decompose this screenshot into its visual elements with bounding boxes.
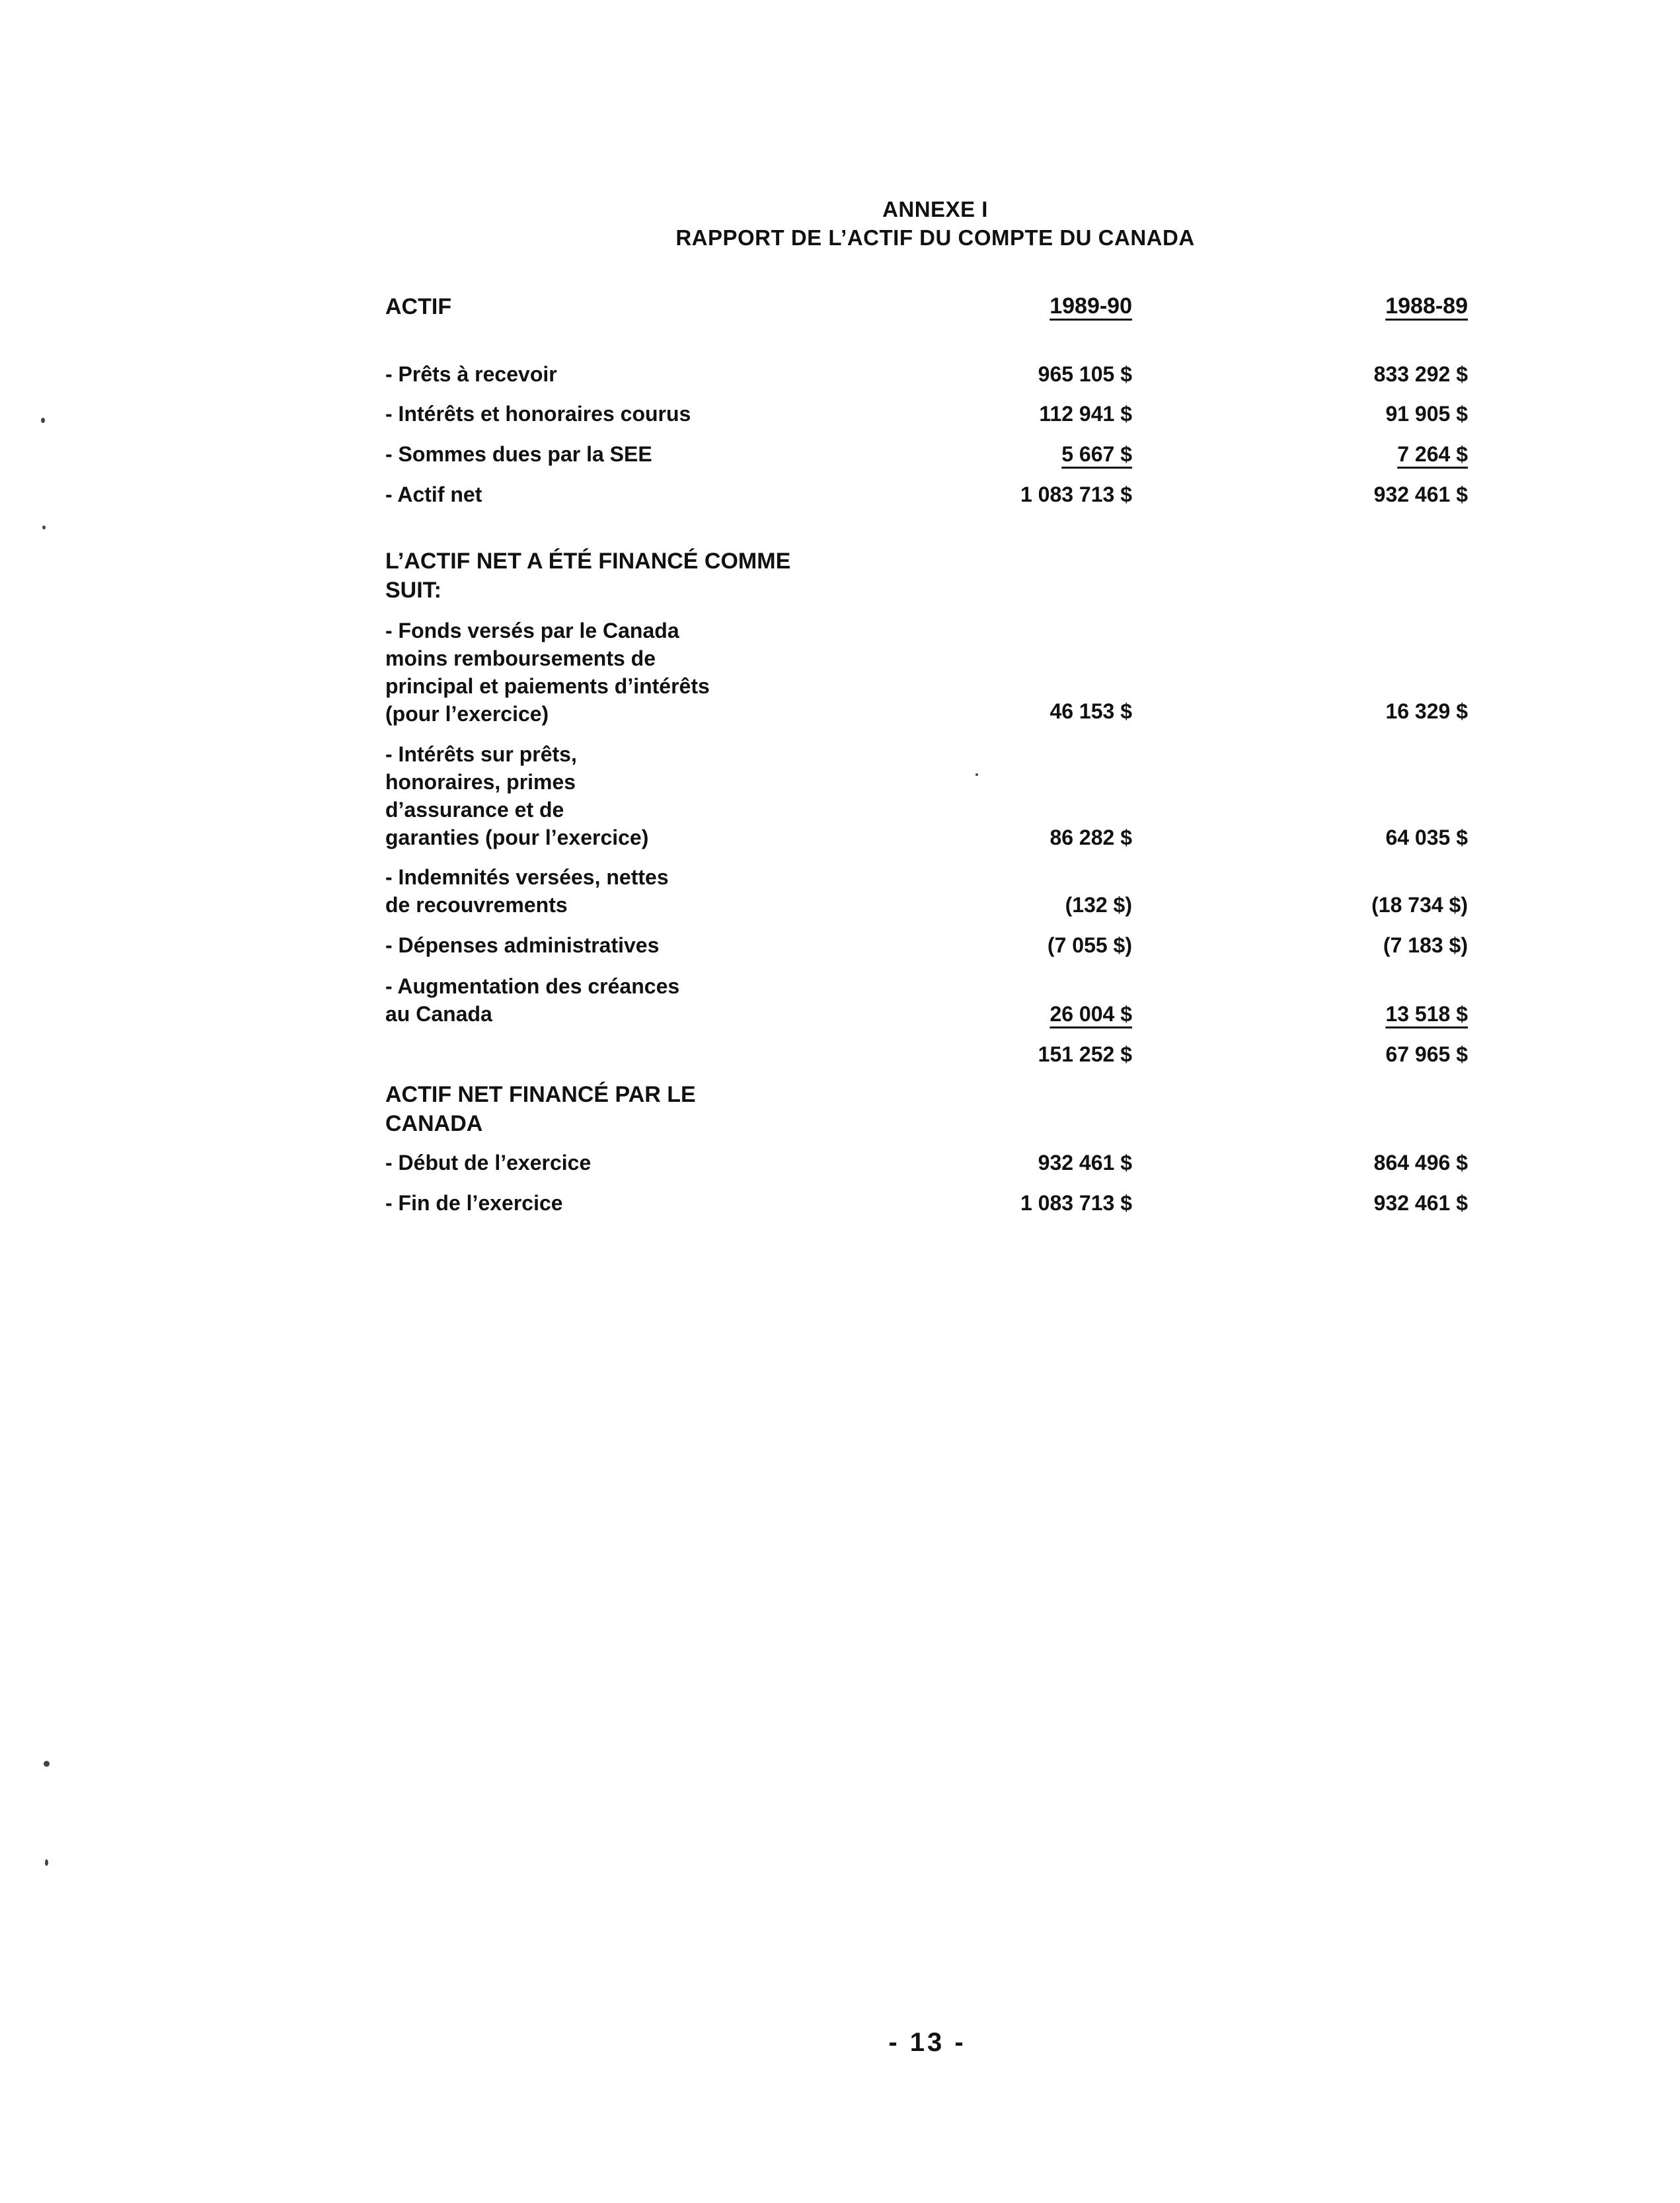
- row-label: - Sommes dues par la SEE: [385, 442, 652, 466]
- value-1988-89: 932 461 $: [1373, 483, 1468, 506]
- row-label: - Fonds versés par le Canada moins remboursements de principal et paiements d’intérêts (pour l’exercice): [385, 619, 710, 726]
- value-1989-90: 86 282 $: [1050, 826, 1132, 849]
- value-1989-90: 1 083 713 $: [1020, 483, 1132, 506]
- section-heading-net-financed: ACTIF NET FINANCÉ PAR LE CANADA: [385, 1082, 696, 1136]
- row-label: - Fin de l’exercice: [385, 1191, 563, 1215]
- value-1989-90: 112 941 $: [1039, 402, 1132, 426]
- scan-speck: [45, 1859, 48, 1866]
- value-1988-89: 13 518 $: [1385, 1002, 1468, 1026]
- row-label: - Intérêts et honoraires courus: [385, 402, 691, 426]
- scan-speck: [44, 1761, 50, 1767]
- subtotal-1989-90: 151 252 $: [1038, 1042, 1132, 1066]
- row-label: - Actif net: [385, 483, 482, 506]
- scan-speck: [42, 525, 46, 529]
- report-title: RAPPORT DE L’ACTIF DU COMPTE DU CANADA: [675, 225, 1195, 250]
- row-label: - Indemnités versées, nettes de recouvrements: [385, 865, 669, 917]
- scan-speck: [41, 418, 45, 423]
- section-heading-financing: L’ACTIF NET A ÉTÉ FINANCÉ COMME SUIT:: [385, 549, 791, 603]
- column-header-1989-90: 1989-90: [1050, 293, 1132, 319]
- value-1988-89: 16 329 $: [1385, 699, 1468, 723]
- value-1989-90: (132 $): [1065, 893, 1132, 917]
- value-1989-90: 965 105 $: [1038, 362, 1132, 386]
- value-1988-89: (18 734 $): [1371, 893, 1468, 917]
- value-1989-90: 26 004 $: [1050, 1002, 1132, 1026]
- value-1988-89: 932 461 $: [1373, 1191, 1468, 1215]
- value-1989-90: (7 055 $): [1047, 933, 1132, 957]
- row-label: - Prêts à recevoir: [385, 362, 557, 386]
- value-1989-90: 5 667 $: [1061, 442, 1132, 466]
- row-label: - Intérêts sur prêts, honoraires, primes d’assurance et de garanties (pour l’exercice): [385, 742, 649, 849]
- value-1988-89: 7 264 $: [1397, 442, 1468, 466]
- annex-label: ANNEXE I: [882, 197, 988, 221]
- row-label: - Début de l’exercice: [385, 1151, 592, 1175]
- value-1989-90: 46 153 $: [1050, 699, 1132, 723]
- page-number: - 13 -: [888, 2028, 966, 2057]
- section-heading-actif: ACTIF: [385, 294, 452, 319]
- value-1988-89: 64 035 $: [1385, 826, 1468, 849]
- value-1988-89: (7 183 $): [1383, 933, 1468, 957]
- column-header-1988-89: 1988-89: [1385, 293, 1468, 319]
- value-1989-90: 1 083 713 $: [1020, 1191, 1132, 1215]
- subtotal-1988-89: 67 965 $: [1385, 1042, 1468, 1066]
- value-1989-90: 932 461 $: [1038, 1151, 1132, 1175]
- row-label: - Dépenses administratives: [385, 933, 660, 957]
- value-1988-89: 864 496 $: [1373, 1151, 1468, 1175]
- value-1988-89: 833 292 $: [1373, 362, 1468, 386]
- scan-speck: [975, 773, 978, 776]
- row-label: - Augmentation des créances au Canada: [385, 974, 680, 1026]
- value-1988-89: 91 905 $: [1385, 402, 1468, 426]
